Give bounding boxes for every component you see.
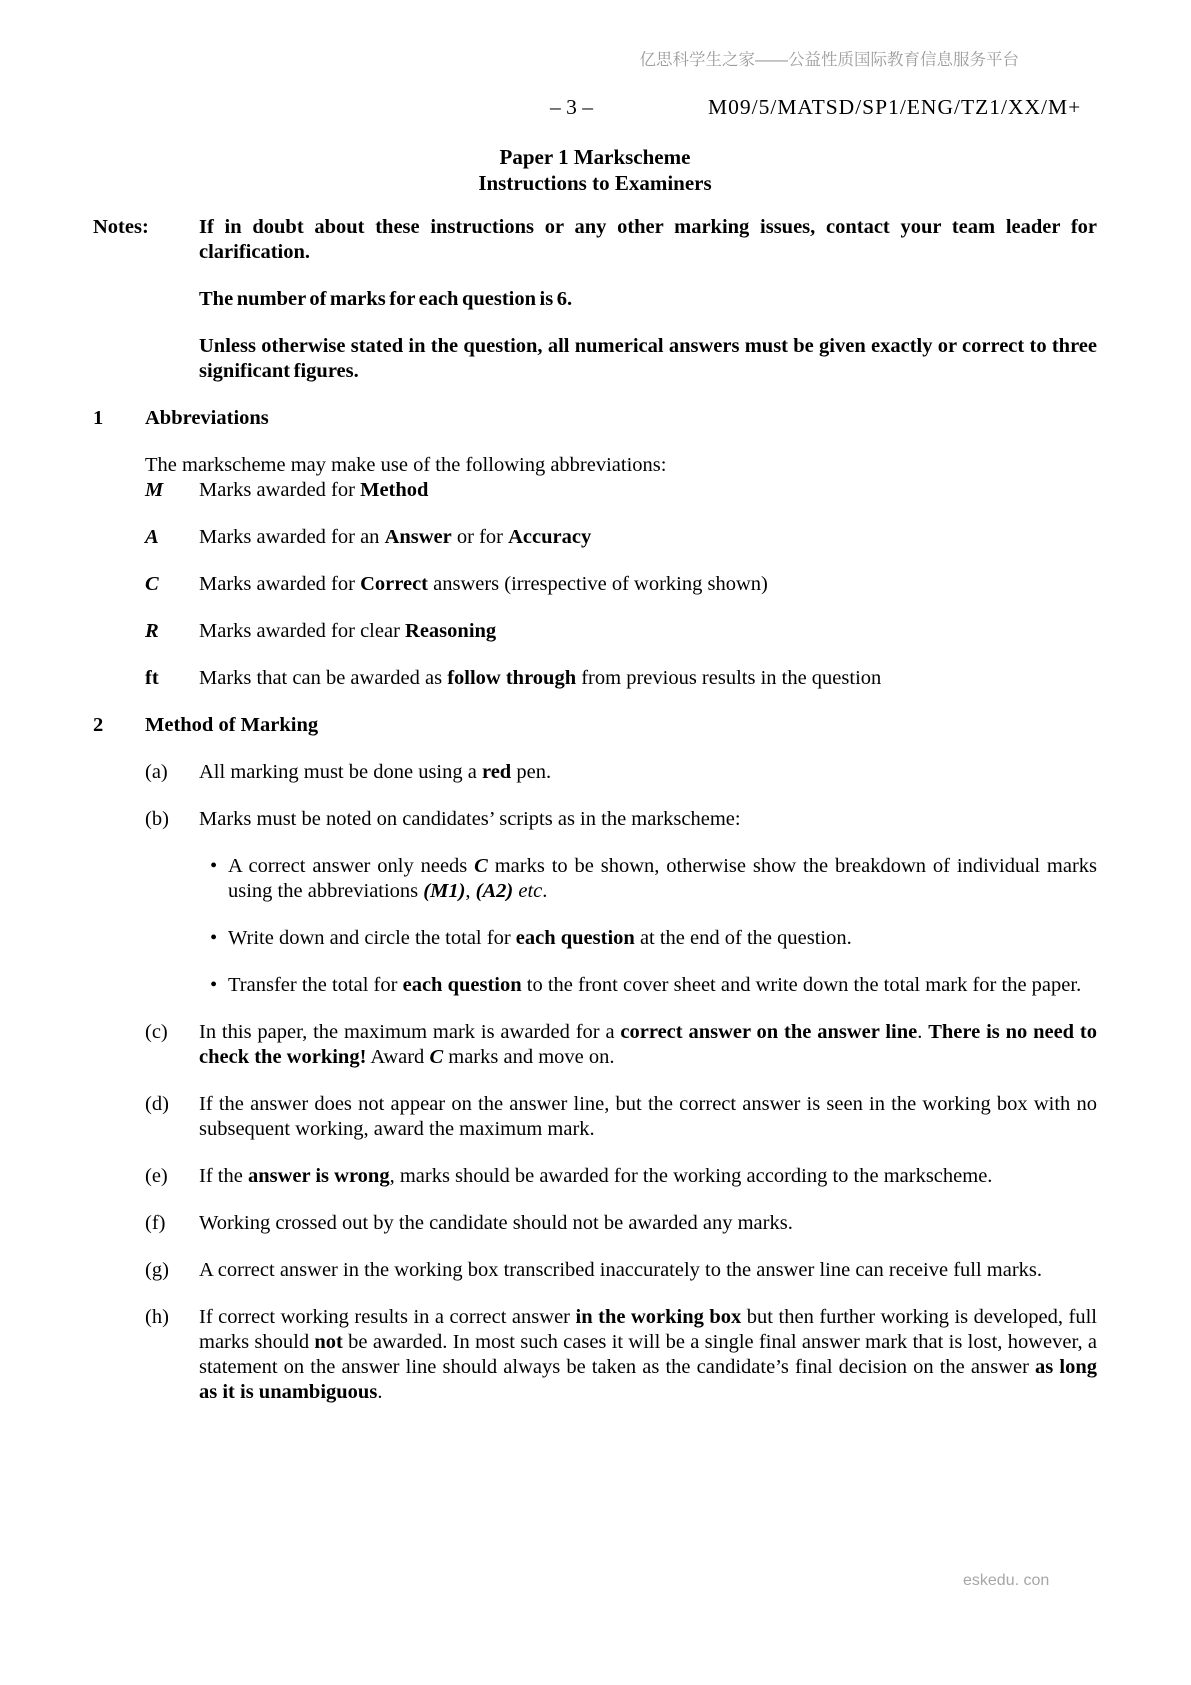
document-body (93, 144, 1097, 1427)
section-1-intro: The markscheme may make use of the following abbreviations: (145, 454, 667, 476)
page-number: – 3 – (550, 95, 593, 119)
method-item-g (145, 1258, 1097, 1283)
item-text: All marking must be done using a red pen. (199, 761, 552, 783)
item-text: If the answer does not appear on the answer line, but the correct answer is seen in the working box with no subsequent working, award the maximum mark. (199, 1093, 1097, 1140)
item-label: (a) (145, 761, 168, 783)
abbreviation-row (145, 619, 1097, 644)
section-2-heading-row (93, 713, 1097, 738)
notes-paragraph: The number of marks for each question is 6. (199, 288, 573, 310)
item-intro: Marks must be noted on candidates’ scripts as in the markscheme: (199, 808, 741, 830)
bullet-text: Write down and circle the total for each question at the end of the question. (228, 927, 852, 949)
item-label: (c) (145, 1021, 168, 1043)
method-item-f (145, 1211, 1097, 1236)
method-item-a (145, 760, 1097, 785)
bullet-marker: • (210, 974, 218, 996)
abbreviation-symbol: A (145, 526, 159, 548)
item-text (199, 807, 1097, 998)
bullet-item (199, 926, 1097, 951)
item-label: (g) (145, 1259, 169, 1281)
notes-paragraph: Unless otherwise stated in the question, all numerical answers must be given exactly or correct to three significant figures. (199, 335, 1097, 382)
notes-label: Notes: (93, 216, 149, 238)
section-number: 2 (93, 714, 104, 736)
item-text: In this paper, the maximum mark is awarded for a correct answer on the answer line. There is no need to check the working! Award C marks and move on. (199, 1021, 1098, 1068)
bullet-text: Transfer the total for each question to the front cover sheet and write down the total mark for the paper. (228, 974, 1082, 996)
abbreviation-row (145, 525, 1097, 550)
title-line-1: Paper 1 Markscheme (499, 145, 691, 169)
notes-block (93, 215, 1097, 384)
abbreviation-definition: Marks awarded for an Answer or for Accuracy (199, 526, 592, 548)
abbreviation-symbol: R (145, 620, 159, 642)
method-item-c (145, 1020, 1097, 1070)
bullet-item (199, 973, 1097, 998)
item-text: A correct answer in the working box transcribed inaccurately to the answer line can receive full marks. (199, 1259, 1043, 1281)
item-text: If correct working results in a correct answer in the working box but then further working is developed, full marks should not be awarded. In most such cases it will be a single final answer mark that is lost, however, a statement on the answer line should always be taken as the candidate’s final decision on the answer as long as it is unambiguous. (199, 1306, 1097, 1403)
document-title (93, 144, 1097, 196)
abbreviation-definition: Marks awarded for clear Reasoning (199, 620, 497, 642)
section-heading: Abbreviations (145, 407, 269, 429)
item-label: (d) (145, 1093, 169, 1115)
notes-paragraph: If in doubt about these instructions or any other marking issues, contact your team leader for clarification. (199, 216, 1097, 263)
top-watermark: 亿思科学生之家——公益性质国际教育信息服务平台 (639, 51, 1019, 69)
item-text: Working crossed out by the candidate should not be awarded any marks. (199, 1212, 793, 1234)
paper-code: M09/5/MATSD/SP1/ENG/TZ1/XX/M+ (708, 95, 1082, 119)
abbreviation-definition: Marks awarded for Correct answers (irrespective of working shown) (199, 573, 768, 595)
abbreviation-row (145, 478, 1097, 503)
bullet-item (199, 854, 1097, 904)
bullet-text: A correct answer only needs C marks to be shown, otherwise show the breakdown of individual marks using the abbreviations (M1), (A2) etc. (228, 855, 1097, 902)
method-item-d (145, 1092, 1097, 1142)
section-number: 1 (93, 407, 104, 429)
abbreviation-symbol: ft (145, 667, 159, 689)
method-item-h (145, 1305, 1097, 1405)
bullet-marker: • (210, 855, 218, 877)
abbreviation-row (145, 572, 1097, 597)
item-label: (f) (145, 1212, 166, 1234)
item-text: If the answer is wrong, marks should be awarded for the working according to the markscheme. (199, 1165, 993, 1187)
bottom-watermark: eskedu. con (963, 1572, 1050, 1589)
method-item-b (145, 807, 1097, 998)
item-label: (e) (145, 1165, 168, 1187)
notes-body (199, 215, 1097, 384)
item-label: (b) (145, 808, 169, 830)
item-label: (h) (145, 1306, 169, 1328)
section-heading: Method of Marking (145, 714, 319, 736)
method-item-e (145, 1164, 1097, 1189)
abbreviation-symbol: M (145, 479, 164, 501)
abbreviation-symbol: C (145, 573, 159, 595)
abbreviation-definition: Marks awarded for Method (199, 479, 429, 501)
title-line-2: Instructions to Examiners (478, 171, 712, 195)
section-1-heading-row (93, 406, 1097, 431)
abbreviation-row (145, 666, 1097, 691)
bullet-marker: • (210, 927, 218, 949)
abbreviation-definition: Marks that can be awarded as follow through from previous results in the question (199, 667, 882, 689)
